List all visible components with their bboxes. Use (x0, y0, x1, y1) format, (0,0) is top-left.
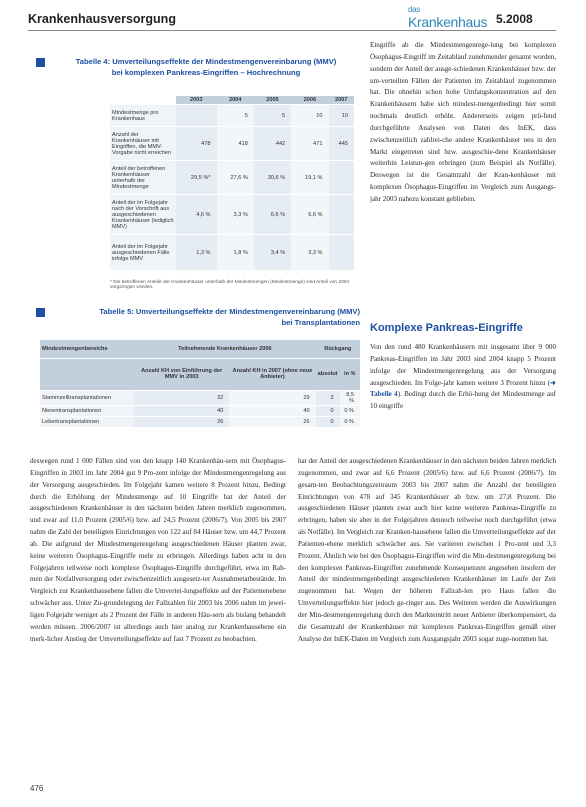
table5-row-label: Stammzelltransplantationen (40, 390, 134, 405)
table5-subheader-empty (40, 358, 134, 390)
page-number: 476 (30, 784, 44, 793)
paragraph-text: Von den rund 480 Krankenhäusern mit insgesamt über 9 000 Pankreas-Eingriffen im Jahr 2003 sind 2004 knapp 5 Prozent infolge der Mindestmengenregelung aus der Versorgung ausgeschieden. Im Folge-jahr kamen weitere 3 Prozent hinzu ( (370, 343, 556, 387)
table4-cell: 445 (329, 127, 355, 161)
table4-marker (36, 58, 45, 67)
table5-caption-line1: Tabelle 5: Umverteilungseffekte der Mindestmengenvereinbarung (MMV) (99, 307, 360, 316)
table4-cell: 29,5 %* (176, 161, 217, 195)
table4-cell: 471 (291, 127, 328, 161)
table5-col-anzahl-2007: Anzahl KH in 2007 (ohne neue Anbieter) (229, 358, 315, 390)
table4-col-2005: 2005 (254, 96, 291, 105)
table5-cell: 0 % (340, 416, 360, 427)
table4-caption-line2: bei komplexen Pankreas-Eingriffen – Hochrechnung (111, 68, 301, 77)
table5-col-teilnehmende: Teilnehmende Krankenhäuser 2006 (134, 340, 316, 358)
table5-cell: 26 (229, 416, 315, 427)
table4-cell (176, 105, 217, 127)
table4-row (110, 195, 354, 235)
table5-col-anzahl-2003: Anzahl KH von Einführung der MMV in 2003 (134, 358, 229, 390)
paragraph: deswegen rund 1 000 Fällen sind von den knapp 140 Krankenhäu-sern mit Ösophagus-Eingriffen in 2003 im Jahr 2004 gut 9 Pro-zent infolge der Mindestmengenregelung aus der Versorgung ausgeschieden. Im Folgejahr kamen weitere 8 Prozent hinzu. Bedingt durch die Erhöhung der Mindestmenge auf 10 Eingriffe hat der Anteil der ausgeschiedenen Krankenhäuser in den nächsten beiden Jahren merklich zugenommen, und zwar auf 11,0 Prozent (2005/6) bzw. auf 24,5 Prozent (2006/7). Von 2005 bis 2007 nahm die Zahl der beteiligten Einrichtungen von 122 auf 84 Häuser bzw. um 44,7 Prozent ab. Die aufgrund der Mindestmengenregelung ausgeschiedenen Häuser planten zwar, keine weiteren Ösophagus-Eingriffe mehr zu erbringen. Allerdings haben acht in den Folgejahren teilweise noch komplexe Ösophagus-Eingriffe durchgeführt, etwa im Rah-men der Notfallversorgung oder zwischenzeitlich ausgesetz-ter Ausnahmetatbestände. Im Vergleich zur Krankenhausebene fallen die Umvertei-lungseffekte auf der Patientenebene schwächer aus. Unter Zu-grundelegung der Fallzahlen für 2003 bis 2006 nahm im jewei-ligen Folgejahr weniger als 2 Prozent der Fälle in anderen Häu-sern als bislang behandelt werden müssen. 2006/2007 ist allerdings auch hier analog zur Krankenhausebene ein merk-licher Anstieg der Umverteilungseffekte auf fast 7 Prozent zu beobachten. (30, 457, 286, 643)
table4-cell: 6,6 % (291, 195, 328, 235)
table4-cell: 418 (217, 127, 254, 161)
table4-corner (110, 96, 176, 105)
table5-cell: 40 (229, 405, 315, 416)
table4-caption (56, 56, 356, 78)
logo-text: Krankenhaus (408, 14, 488, 30)
table4-cell: 30,6 % (254, 161, 291, 195)
table4-col-2003: 2003 (176, 96, 217, 105)
table5-row (40, 390, 360, 405)
table4 (110, 96, 354, 271)
table4-reference-link[interactable]: ➜ Tabelle 4 (370, 378, 556, 399)
table5-cell: 8,5 % (340, 390, 360, 405)
table4-cell: 1,3 % (176, 235, 217, 271)
table4-col-2007: 2007 (329, 96, 355, 105)
table5-cell: 32 (134, 390, 229, 405)
table4-row (110, 105, 354, 127)
table4-cell (329, 235, 355, 271)
table5-cell: 0 (316, 416, 340, 427)
table5-row-label: Nierentransplantationen (40, 405, 134, 416)
table4-row (110, 161, 354, 195)
table5-row-label: Lebertransplantationen (40, 416, 134, 427)
table4-cell: 1,8 % (217, 235, 254, 271)
table4-row (110, 235, 354, 271)
table5-row (40, 416, 360, 427)
table5-cell: 0 (316, 405, 340, 416)
table4-cell: 478 (176, 127, 217, 161)
table4-cell (329, 161, 355, 195)
table4-cell: 19,1 % (291, 161, 328, 195)
table4-row-label: Anteil der im Folgejahr ausgeschiedenen Fälle infolge MMV (110, 235, 176, 271)
table5-caption (56, 306, 360, 328)
table4-caption-line1: Tabelle 4: Umverteilungseffekte der Mindestmengenvereinbarung (MMV) (75, 57, 337, 66)
table4-cell: 4,6 % (176, 195, 217, 235)
table5-cell: 3 (316, 390, 340, 405)
table4-cell: 6,6 % (254, 195, 291, 235)
table5-row (40, 405, 360, 416)
table4-header-row (110, 96, 354, 105)
issue-number: 5.2008 (496, 12, 533, 26)
table5-cell: 40 (134, 405, 229, 416)
left-column-bottom (30, 456, 286, 774)
subheading-pankreas: Komplexe Pankreas-Eingriffe (370, 322, 523, 334)
table4-cell: 10 (329, 105, 355, 127)
table4-row-label: Mindestmenge pro Krankenhaus (110, 105, 176, 127)
table5-marker (36, 308, 45, 317)
table4-cell: 3,3 % (217, 195, 254, 235)
table4-row (110, 127, 354, 161)
table4-cell (329, 195, 355, 235)
paragraph (370, 342, 556, 413)
table5-cell: 0 % (340, 405, 360, 416)
table4-col-2004: 2004 (217, 96, 254, 105)
paragraph: Eingriffe ab die Mindestmengenrege-lung bei komplexen Ösophagus-Eingriff im Zeitablauf zunehmender genannt worden, sondern der Anteil der ausge-schiedenen Krankenhäuser bzw. der um-verteilten Fällen der Patienten im Zeitablauf zugenommen hat. Die ohnehin schon hohe Umfangskonzentration auf den Krankenhäusern habe sich mindest-mengenbedingt hier somit nochmals deutlich erhöht. Andererseits zeigen prü-fend durchgeführte Analysen von Daten des InEK, dass zwischenzeitlich zahlrei-che andere Krankenhäuser neu in den Markt eingetreten sind bzw. ausgeschie-dene Krankenhäuser weiterhin Leistun-gen erbringen (zum Beispiel als Notfälle). Deswegen ist die Gesamtzahl der Kran-kenhäuser mit komplexen Ösophagus-Eingriffen im Vergleich zum Ausgangs-jahr 2003 nahezu konstant geblieben. (370, 41, 556, 203)
table4-cell: 10 (291, 105, 328, 127)
table4-row-label: Anzahl der Krankenhäuser mit Eingriffen, die MMV-Vorgabe nicht erreichen (110, 127, 176, 161)
table4-footnote: * Die betroffenen Anteile der Krankenhäuser unterhalb der Mindestmengen (Mindestmenge) sind Anteil von 2004 vorgezogen worden. (110, 280, 350, 290)
section-title: Krankenhausversorgung (28, 12, 176, 26)
table5-col-bereich: Mindestmengenbereiche (40, 340, 134, 358)
table4-col-2006: 2006 (291, 96, 328, 105)
table4-cell: 442 (254, 127, 291, 161)
right-column-top (370, 40, 556, 310)
table5-col-rueckgang: Rückgang (316, 340, 360, 358)
table4-cell: 5 (217, 105, 254, 127)
table4-cell: 3,3 % (291, 235, 328, 271)
table5-header-row (40, 340, 360, 358)
paragraph: hat der Anteil der ausgeschiedenen Krankenhäuser in den nächsten beiden Jahren merklich zugenommen, und zwar auf 6,6 Prozent (2005/6) bzw. auf 6,6 Prozent (2006/7). Im gesam-ten Beobachtungszeitraum 2003 bis 2007 nahm die Anzahl der beteiligten Einrichtungen von 478 auf 345 Krankenhäuser ab bzw. um 27,8 Prozent. Die ausgeschiedenen Häuser planten zwar auch hier keine weiteren Pankreas-Eingriffe zu erbringen, haben sie aber in der Folgejahren dennoch teilweise noch durchgeführt (etwa als Notfälle). Im Vergleich zur Kranken-hausebene fallen die Umverteilungseffekte auf der Patienten-ebene merklich schwächer aus. Sie variieren zwischen 1 Pro-zent und 3,3 Prozent. Ähnlich wie bei den Ösophagus-Eingriffen wird die Min-destmengenregelung bei den komplexen Pankreas-Eingriffen zunehmende Konsequenzen angesehen insofern der Anteil der mindestmengenbedingt ausgeschiedenen Krankenhäuser im Laufe der Zeit zugenommen hat. Wegen der höheren Fallzah-len pro Haus fallen die Umverteilungseffekte hier jedoch ge-ringer aus. Des Weiteren werden die Auswirkungen der Min-destmengenregelung durch den Markteintritt neuer Anbieter überkompensiert, da die Gesamtzahl der Krankenhäuser mit komplexen Pankreas-Eingriffen gemäß einer Analyse der InEK-Daten im Vergleich zum Ausgangsjahr 2003 sogar zuge-nommen hat. (298, 457, 556, 643)
table5 (40, 340, 360, 428)
journal-logo (408, 6, 487, 30)
table5-col-prozent: in % (340, 358, 360, 390)
logo-top: das (408, 5, 420, 14)
paragraph-text: ). Bedingt durch die Erhö-hung der Mindestmenge auf 10 eingriffe (370, 390, 556, 411)
table5-caption-line2: bei Transplantationen (281, 318, 360, 327)
table4-row-label: Anteil der im Folgejahr nach der Vorschrift aus ausgeschiedenen Krankenhäuser (lediglich MMV) (110, 195, 176, 235)
right-column-mid (370, 342, 556, 450)
header-rule (28, 30, 556, 31)
table4-cell: 27,6 % (217, 161, 254, 195)
table4-cell: 5 (254, 105, 291, 127)
table4-cell: 3,4 % (254, 235, 291, 271)
table5-subheader-row (40, 358, 360, 390)
table5-cell: 29 (229, 390, 315, 405)
right-column-bottom (298, 456, 556, 774)
table5-col-absolut: absolut (316, 358, 340, 390)
table5-cell: 26 (134, 416, 229, 427)
table4-row-label: Anteil der betroffenen Krankenhäuser unterhalb der Mindestmenge (110, 161, 176, 195)
